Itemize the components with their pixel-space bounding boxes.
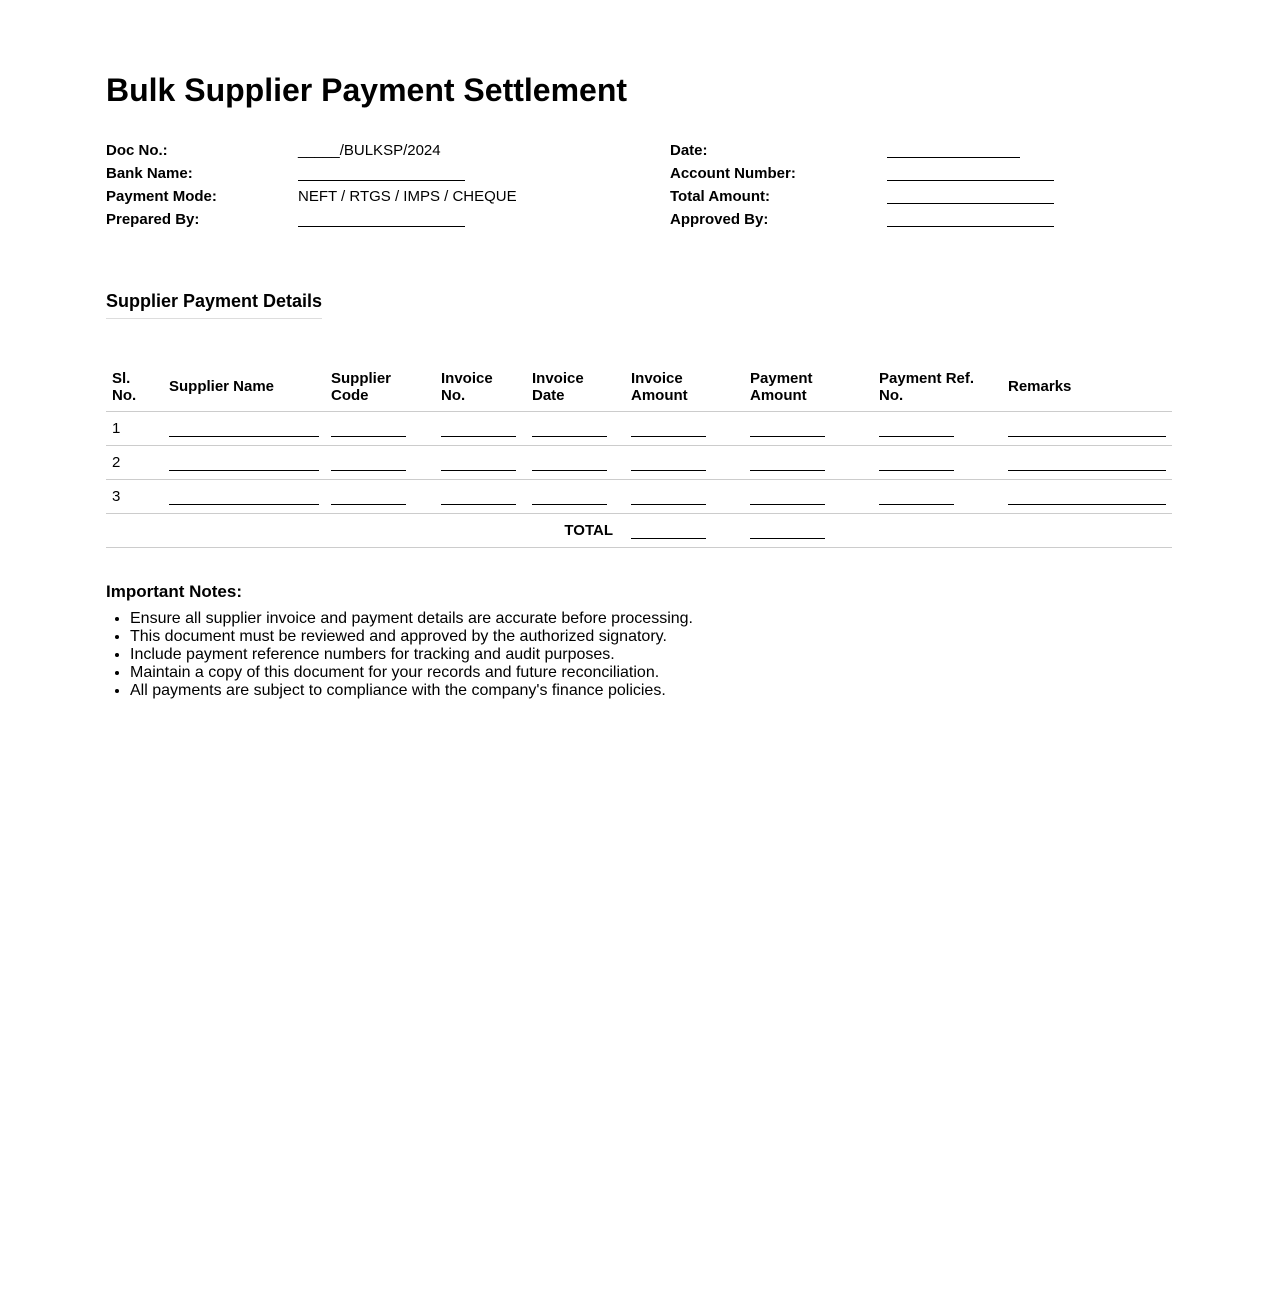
notes-list <box>106 610 693 700</box>
list-item: • This document must be reviewed and approved by the authorized signatory. <box>130 628 693 646</box>
supplier-name-field[interactable] <box>163 480 325 514</box>
list-item: • Maintain a copy of this document for your records and future reconciliation. <box>130 664 693 682</box>
remarks-field[interactable] <box>1002 412 1172 446</box>
bank-name-label: Bank Name: <box>106 165 193 182</box>
table-row <box>106 446 1172 480</box>
date-label: Date: <box>670 142 708 159</box>
supplier-name-field[interactable] <box>163 446 325 480</box>
payment-ref-field[interactable] <box>873 412 1002 446</box>
col-header-supplier-name: Supplier Name <box>163 362 325 412</box>
total-amount-label: Total Amount: <box>670 188 770 205</box>
total-label: TOTAL <box>106 514 625 548</box>
sl-no-cell: 2 <box>106 446 163 480</box>
sl-no-cell: 1 <box>106 412 163 446</box>
date-field[interactable] <box>887 157 1020 158</box>
col-header-invoice-no: Invoice No. <box>435 362 526 412</box>
supplier-code-field[interactable] <box>325 446 435 480</box>
account-number-label: Account Number: <box>670 165 796 182</box>
invoice-no-field[interactable] <box>435 412 526 446</box>
payment-mode-value: NEFT / RTGS / IMPS / CHEQUE <box>298 188 517 205</box>
prepared-by-label: Prepared By: <box>106 211 200 228</box>
sl-no-cell: 3 <box>106 480 163 514</box>
list-item: • All payments are subject to compliance with the company's finance policies. <box>130 682 693 700</box>
invoice-no-field[interactable] <box>435 480 526 514</box>
invoice-amount-field[interactable] <box>625 480 744 514</box>
payment-amount-field[interactable] <box>744 446 873 480</box>
total-invoice-amount-field[interactable] <box>625 514 744 548</box>
remarks-field[interactable] <box>1002 446 1172 480</box>
col-header-supplier-code: Supplier Code <box>325 362 435 412</box>
invoice-date-field[interactable] <box>526 480 625 514</box>
total-amount-field[interactable] <box>887 203 1054 204</box>
col-header-payment-amount: Payment Amount <box>744 362 873 412</box>
supplier-name-field[interactable] <box>163 412 325 446</box>
approved-by-label: Approved By: <box>670 211 769 228</box>
payment-mode-label: Payment Mode: <box>106 188 217 205</box>
payment-ref-field[interactable] <box>873 446 1002 480</box>
doc-no-label: Doc No.: <box>106 142 168 159</box>
prepared-by-field[interactable] <box>298 226 465 227</box>
supplier-code-field[interactable] <box>325 480 435 514</box>
supplier-code-field[interactable] <box>325 412 435 446</box>
doc-no-value: _____/BULKSP/2024 <box>298 142 441 159</box>
payment-amount-field[interactable] <box>744 480 873 514</box>
approved-by-field[interactable] <box>887 226 1054 227</box>
invoice-date-field[interactable] <box>526 412 625 446</box>
col-header-invoice-date: Invoice Date <box>526 362 625 412</box>
remarks-field[interactable] <box>1002 480 1172 514</box>
table-row <box>106 480 1172 514</box>
table-header-row <box>106 362 1172 412</box>
payment-ref-field[interactable] <box>873 480 1002 514</box>
supplier-payment-table <box>106 362 1172 548</box>
total-row <box>106 514 1172 548</box>
col-header-remarks: Remarks <box>1002 362 1172 412</box>
invoice-no-field[interactable] <box>435 446 526 480</box>
payment-amount-field[interactable] <box>744 412 873 446</box>
list-item: • Ensure all supplier invoice and payment details are accurate before processing. <box>130 610 693 628</box>
notes-title: Important Notes: <box>106 582 242 601</box>
invoice-amount-field[interactable] <box>625 412 744 446</box>
document-title: Bulk Supplier Payment Settlement <box>106 72 628 108</box>
bank-name-field[interactable] <box>298 180 465 181</box>
table-row <box>106 412 1172 446</box>
col-header-sl-no: Sl. No. <box>106 362 163 412</box>
list-item: • Include payment reference numbers for tracking and audit purposes. <box>130 646 693 664</box>
invoice-date-field[interactable] <box>526 446 625 480</box>
invoice-amount-field[interactable] <box>625 446 744 480</box>
section-title: Supplier Payment Details <box>106 291 322 319</box>
col-header-invoice-amount: Invoice Amount <box>625 362 744 412</box>
account-number-field[interactable] <box>887 180 1054 181</box>
col-header-payment-ref-no: Payment Ref. No. <box>873 362 1002 412</box>
total-payment-amount-field[interactable] <box>744 514 873 548</box>
